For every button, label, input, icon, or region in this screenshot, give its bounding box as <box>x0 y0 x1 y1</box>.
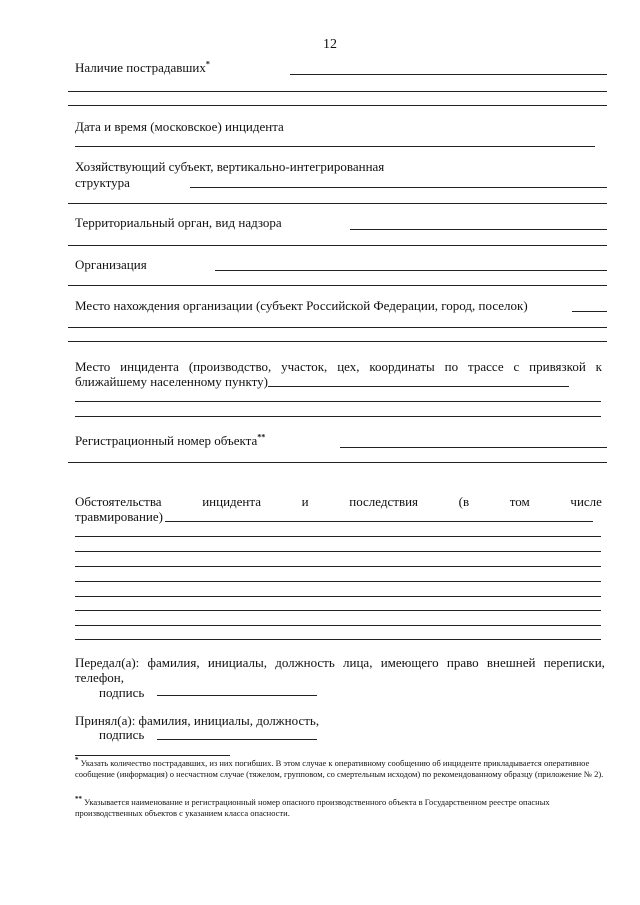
footnote-divider <box>75 755 230 756</box>
sender-signature-field[interactable] <box>157 695 317 696</box>
territorial-label: Территориальный орган, вид надзора <box>75 215 282 230</box>
sender-label-line2: телефон, <box>75 670 124 685</box>
circumstances-field-line-4[interactable] <box>75 566 601 567</box>
footnote-ref-2: ** <box>257 432 266 442</box>
circumstances-field[interactable] <box>165 521 593 522</box>
entity-field[interactable] <box>190 187 607 188</box>
circumstances-field-line-3[interactable] <box>75 551 601 552</box>
territorial-field[interactable] <box>350 229 607 230</box>
circumstances-field-line-8[interactable] <box>75 625 601 626</box>
location-field[interactable] <box>572 311 607 312</box>
location-field-line-2[interactable] <box>68 327 607 328</box>
footnote-2: ** Указывается наименование и регистрационный номер опасного производственного объекта в Государственном реестре опасных производственных объектов с указанием класса опасности. <box>75 795 550 818</box>
circumstances-field-line-6[interactable] <box>75 596 601 597</box>
registration-field-line-2[interactable] <box>68 462 607 463</box>
circumstances-field-line-5[interactable] <box>75 581 601 582</box>
entity-field-line-2[interactable] <box>68 203 607 204</box>
circumstances-label-line1: Обстоятельства инцидента и последствия (в том числе <box>75 494 602 509</box>
sender-signature-label: подпись <box>99 685 145 700</box>
circumstances-field-line-9[interactable] <box>75 639 601 640</box>
victims-label: Наличие пострадавших* <box>75 59 210 75</box>
receiver-signature-label: подпись <box>99 727 145 742</box>
organization-label: Организация <box>75 257 147 272</box>
registration-field[interactable] <box>340 447 607 448</box>
organization-field-line-2[interactable] <box>68 285 607 286</box>
territorial-field-line-2[interactable] <box>68 245 607 246</box>
receiver-label: Принял(а): фамилия, инициалы, должность, <box>75 713 320 728</box>
circumstances-field-line-7[interactable] <box>75 610 601 611</box>
organization-field[interactable] <box>215 270 607 271</box>
entity-label-line1: Хозяйствующий субъект, вертикально-интегрированная <box>75 159 385 174</box>
page-number: 12 <box>323 37 337 52</box>
circumstances-field-line-2[interactable] <box>75 536 601 537</box>
incident-place-field-line-3[interactable] <box>75 416 601 417</box>
datetime-label: Дата и время (московское) инцидента <box>75 119 284 134</box>
receiver-signature-field[interactable] <box>157 739 317 740</box>
incident-place-field[interactable] <box>268 386 569 387</box>
incident-place-label-line2: ближайшему населенному пункту) <box>75 374 268 389</box>
datetime-field[interactable] <box>75 146 595 147</box>
circumstances-label-line2: травмирование) <box>75 509 163 524</box>
victims-field-line-3[interactable] <box>68 105 607 106</box>
victims-field-line-2[interactable] <box>68 91 607 92</box>
sender-label-line1: Передал(а): фамилия, инициалы, должность лица, имеющего право внешней переписки, <box>75 655 605 670</box>
registration-label: Регистрационный номер объекта** <box>75 432 266 448</box>
entity-label-line2: структура <box>75 175 130 190</box>
incident-place-field-line-2[interactable] <box>75 401 601 402</box>
footnote-1: * Указать количество пострадавших, из них погибших. В этом случае к оперативному сообщению об инциденте прикладывается оперативное сообщение (информация) о несчастном случае (тяжелом, групповом, со смертельным исходом) по рекомендованному образцу (приложение № 2). <box>75 756 604 779</box>
incident-place-label-line1: Место инцидента (производство, участок, цех, координаты по трассе с привязкой к <box>75 359 602 374</box>
location-field-line-3[interactable] <box>68 341 607 342</box>
victims-field[interactable] <box>290 74 607 75</box>
footnote-ref-1: * <box>205 59 210 69</box>
location-label: Место нахождения организации (субъект Российской Федерации, город, поселок) <box>75 298 528 313</box>
